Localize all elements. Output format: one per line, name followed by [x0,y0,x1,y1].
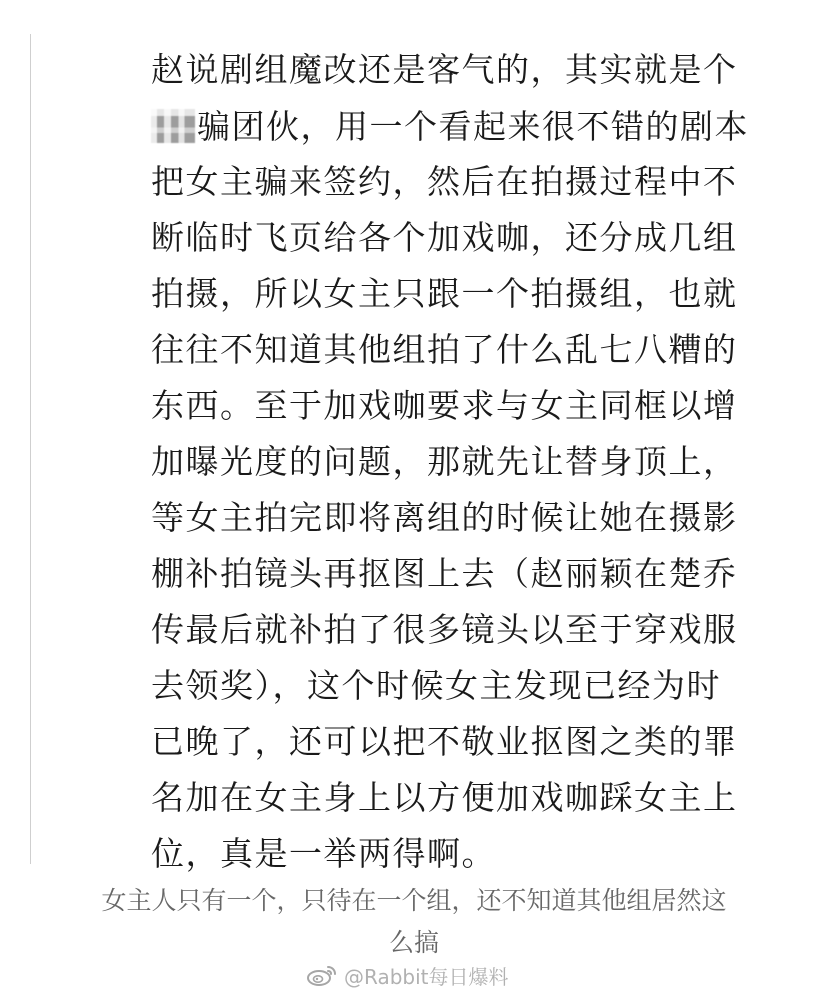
quote-line-6: 往往不知道其他组拍了什么乱七八糟的 [151,330,738,369]
caption-line-1: 女主人只有一个，只待在一个组，还不知道其他组居然这 [101,886,727,915]
quote-line-10: 棚补拍镜头再抠图上去（赵丽颖在楚乔 [151,554,738,593]
image-caption [0,880,828,964]
quote-line-2-text: 骗团伙，用一个看起来很不错的剧本 [197,107,749,146]
quote-line-11: 传最后就补拍了很多镜头以至于穿戏服 [151,610,738,649]
quoted-text-block [30,34,801,873]
quote-line-14: 名加在女主身上以方便加戏咖踩女主上 [151,778,738,817]
quote-line-5: 拍摄，所以女主只跟一个拍摄组，也就 [151,274,738,313]
weibo-icon [306,963,338,987]
quote-line-4: 断临时飞页给各个加戏咖，还分成几组 [151,218,738,257]
blurred-censored-text [151,109,195,143]
quote-line-9: 等女主拍完即将离组的时候让她在摄影 [151,498,738,537]
quote-line-15: 位，真是一举两得啊。 [151,834,496,873]
quote-line-2 [151,107,791,146]
caption-line-2: 么搞 [388,928,439,957]
quote-line-3: 把女主骗来签约，然后在拍摄过程中不 [151,162,738,201]
watermark-text: @Rabbit每日爆料 [344,964,509,989]
quote-line-12: 去领奖），这个时候女主发现已经为时 [151,666,721,705]
quote-line-1: 赵说剧组魔改还是客气的，其实就是个 [151,50,738,89]
quote-line-8: 加曝光度的问题，那就先让替身顶上， [151,442,738,481]
quote-line-13: 已晚了，还可以把不敬业抠图之类的罪 [151,722,738,761]
weibo-watermark [306,960,509,990]
quote-line-7: 东西。至于加戏咖要求与女主同框以增 [151,386,738,425]
